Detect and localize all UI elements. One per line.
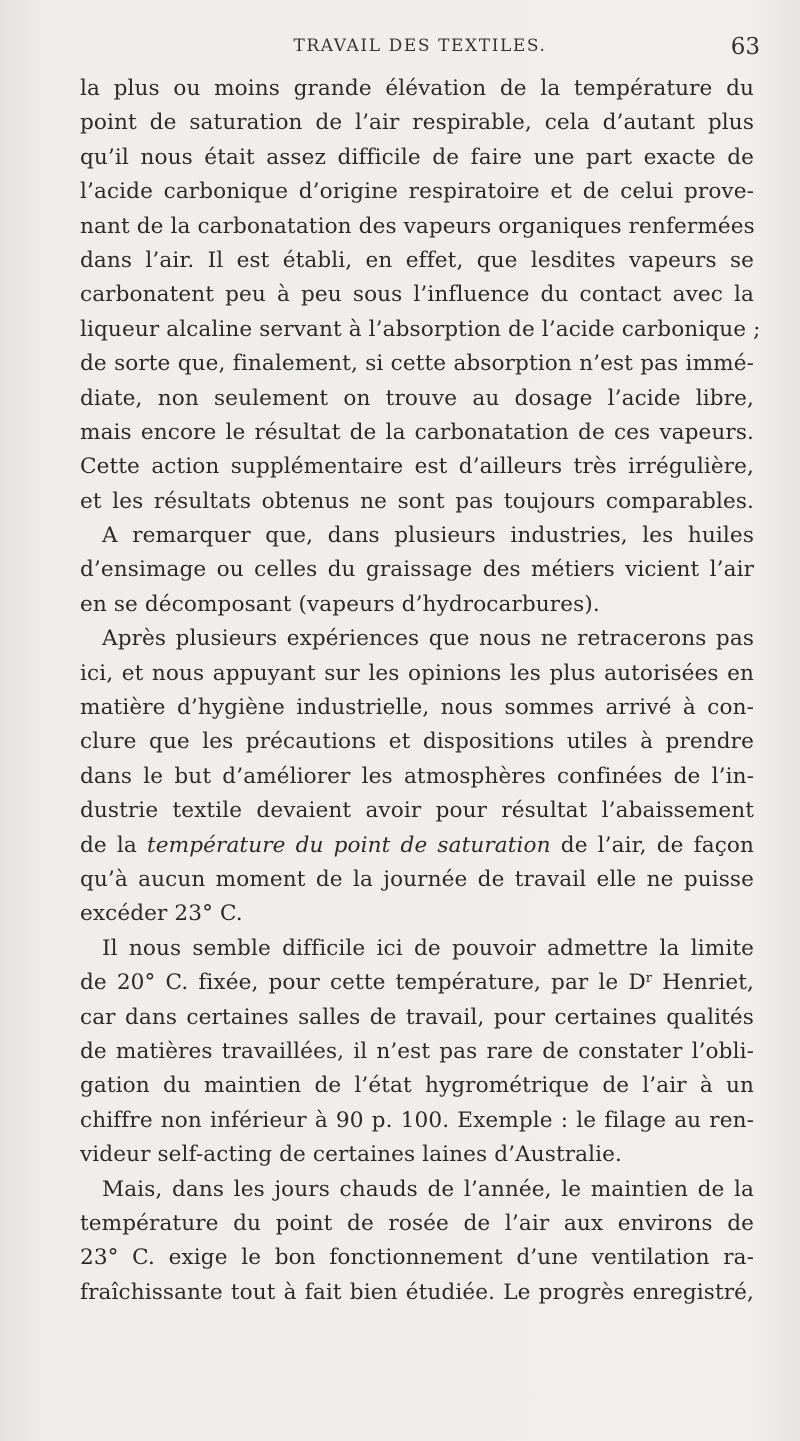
text-line: matière d’hygiène industrielle, nous sommes arrivé à con- bbox=[80, 695, 754, 721]
running-title: TRAVAIL DES TEXTILES. bbox=[293, 36, 547, 56]
text-line: de sorte que, finalement, si cette absorption n’est pas immé- bbox=[80, 351, 754, 377]
text-line: Après plusieurs expériences que nous ne retracerons pas bbox=[102, 626, 754, 652]
superscript: r bbox=[645, 971, 653, 987]
text-line: Mais, dans les jours chauds de l’année, le maintien de la bbox=[102, 1176, 754, 1202]
text-line: point de saturation de l’air respirable, cela d’autant plus bbox=[80, 110, 754, 136]
text-line: Il nous semble difficile ici de pouvoir admettre la limite bbox=[102, 935, 754, 961]
text-line: dans le but d’améliorer les atmosphères confinées de l’in- bbox=[80, 763, 754, 789]
text-line: gation du maintien de l’état hygrométrique de l’air à un bbox=[80, 1073, 754, 1099]
text-line: nant de la carbonatation des vapeurs organiques renfermées bbox=[80, 213, 755, 239]
text-segment: de l’air, de façon bbox=[550, 832, 754, 858]
text-line: chiffre non inférieur à 90 p. 100. Exemple : le filage au ren- bbox=[80, 1107, 754, 1133]
text-line: clure que les précautions et dispositions utiles à prendre bbox=[80, 729, 754, 755]
text-line: qu’à aucun moment de la journée de travail elle ne puisse bbox=[80, 866, 754, 892]
text-line: dustrie textile devaient avoir pour résultat l’abaissement bbox=[80, 798, 754, 824]
text-line: mais encore le résultat de la carbonatation de ces vapeurs. bbox=[80, 419, 754, 445]
text-segment: Henriet, bbox=[652, 970, 754, 996]
text-line: liqueur alcaline servant à l’absorption de l’acide carbonique ; bbox=[80, 316, 761, 342]
text-line bbox=[80, 966, 754, 1000]
text-line: videur self-acting de certaines laines d’Australie. bbox=[80, 1142, 623, 1168]
text-line: carbonatent peu à peu sous l’influence du contact avec la bbox=[80, 282, 754, 308]
text-line: température du point de rosée de l’air aux environs de bbox=[80, 1210, 754, 1236]
text-line: dans l’air. Il est établi, en effet, que lesdites vapeurs se bbox=[80, 247, 754, 273]
text-line bbox=[80, 829, 754, 863]
text-line: 23° C. exige le bon fonctionnement d’une ventilation ra- bbox=[80, 1245, 754, 1271]
text-line: et les résultats obtenus ne sont pas toujours comparables. bbox=[80, 488, 754, 514]
text-line: d’ensimage ou celles du graissage des métiers vicient l’air bbox=[80, 557, 754, 583]
text-line: la plus ou moins grande élévation de la température du bbox=[80, 76, 754, 101]
text-segment: de 20° C. fixée, pour cette température, par le D bbox=[80, 970, 646, 996]
text-line: fraîchissante tout à fait bien étudiée. Le progrès enregistré, bbox=[80, 1279, 754, 1305]
text-line: qu’il nous était assez difficile de faire une part exacte de bbox=[80, 144, 754, 170]
text-line: car dans certaines salles de travail, pour certaines qualités bbox=[80, 1004, 754, 1030]
page-number: 63 bbox=[730, 34, 760, 60]
text-line: ici, et nous appuyant sur les opinions les plus autorisées en bbox=[80, 660, 754, 686]
text-line: en se décomposant (vapeurs d’hydrocarbures). bbox=[80, 591, 600, 617]
text-segment: de la bbox=[80, 832, 147, 858]
text-line: de matières travaillées, il n’est pas rare de constater l’obli- bbox=[80, 1038, 754, 1064]
text-line: excéder 23° C. bbox=[80, 901, 243, 927]
text-line: Cette action supplémentaire est d’ailleurs très irrégulière, bbox=[80, 454, 754, 480]
text-line: A remarquer que, dans plusieurs industries, les huiles bbox=[102, 523, 754, 549]
italic-phrase: température du point de saturation bbox=[146, 832, 551, 858]
text-line: diate, non seulement on trouve au dosage l’acide libre, bbox=[80, 385, 754, 411]
body-text bbox=[80, 72, 761, 1310]
running-head bbox=[80, 36, 760, 60]
text-line: l’acide carbonique d’origine respiratoire et de celui prove- bbox=[80, 179, 754, 205]
